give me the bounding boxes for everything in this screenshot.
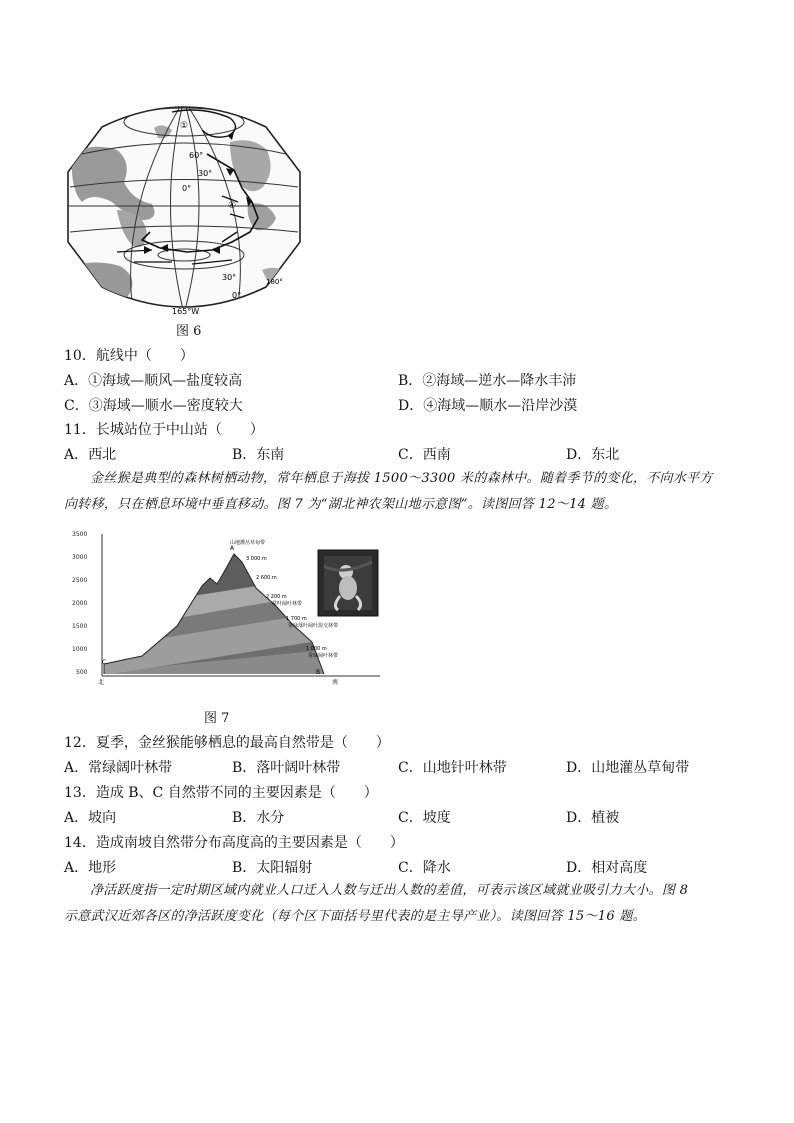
q14-option-c[interactable]: C．降水 bbox=[398, 860, 451, 876]
y-axis-ticks bbox=[72, 531, 88, 676]
q14-option-a[interactable]: A．地形 bbox=[64, 860, 117, 876]
lon-180-label: 180° bbox=[266, 278, 283, 286]
lon-165w-label: 165°W bbox=[172, 307, 200, 316]
zone-2-label: 常叶阔叶林带 bbox=[272, 601, 303, 607]
passage-1-line-2: 向转移，只在栖息环境中垂直移动。图 7 为“湖北神农架山地示意图”。读图回答 12～14 题。 bbox=[64, 497, 618, 512]
q10-option-b[interactable]: B．②海域—逆水—降水丰沛 bbox=[398, 373, 577, 389]
q13-option-c[interactable]: C．坡度 bbox=[398, 810, 451, 826]
figure-6-map bbox=[62, 92, 306, 318]
mountain-profile-graphic bbox=[62, 526, 386, 686]
q11-option-b[interactable]: B．东南 bbox=[232, 447, 285, 463]
golden-monkey-photo bbox=[318, 550, 378, 616]
alt-3000-label: 3 000 m bbox=[246, 556, 267, 562]
q14-option-d[interactable]: D．相对高度 bbox=[566, 860, 648, 876]
marker-1-label: ① bbox=[180, 121, 189, 131]
q12-option-b[interactable]: B．落叶阔叶林带 bbox=[232, 760, 341, 776]
y-tick-2500: 2500 bbox=[72, 577, 88, 584]
y-tick-2000: 2000 bbox=[72, 600, 88, 607]
q11-option-a[interactable]: A．西北 bbox=[64, 447, 117, 463]
q10-option-d[interactable]: D．④海域—顺水—沿岸沙漠 bbox=[398, 398, 578, 414]
q14-option-b[interactable]: B．太阳辐射 bbox=[232, 860, 313, 876]
q13-option-a[interactable]: A．坡向 bbox=[64, 810, 117, 826]
alt-1000-label: 1 000 m bbox=[306, 646, 327, 652]
passage-2-line-1: 净活跃度指一定时期区域内就业人口迁入人数与迁出人数的差值，可表示该区域就业吸引力大小。图 8 bbox=[90, 883, 689, 898]
x-left-label: 北 bbox=[98, 679, 105, 686]
lat-60-label: 60° bbox=[189, 151, 204, 160]
alt-1700-label: 1 700 m bbox=[286, 616, 307, 622]
lat-30-label: 30° bbox=[198, 169, 213, 178]
equator-label: 0° bbox=[182, 184, 192, 193]
y-tick-500: 500 bbox=[76, 669, 88, 676]
figure-7-mountain-chart bbox=[62, 526, 386, 686]
q13-stem: 13．造成 B、C 自然带不同的主要因素是（ ） bbox=[64, 785, 378, 801]
lon-0-label: 0° bbox=[232, 291, 242, 300]
zone-4-label: 常绿阔叶林带 bbox=[308, 653, 339, 659]
point-a-label: A bbox=[230, 545, 235, 552]
q11-option-c[interactable]: C．西南 bbox=[398, 447, 451, 463]
y-tick-3500: 3500 bbox=[72, 531, 88, 538]
y-tick-1500: 1500 bbox=[72, 623, 88, 630]
passage-1-line-1: 金丝猴是典型的森林树栖动物，常年栖息于海拔 1500～3300 米的森林中。随着季节的变化，不向水平方 bbox=[90, 471, 713, 486]
y-tick-3000: 3000 bbox=[72, 554, 88, 561]
q10-option-c[interactable]: C．③海域—顺水—密度较大 bbox=[64, 398, 243, 414]
q12-option-a[interactable]: A．常绿阔叶林带 bbox=[64, 760, 173, 776]
globe-map-graphic bbox=[62, 92, 306, 318]
passage-2-line-2: 示意武汉近郊各区的净活跃度变化（每个区下面括号里代表的是主导产业）。读图回答 15～16 题。 bbox=[64, 909, 646, 924]
q11-option-d[interactable]: D．东北 bbox=[566, 447, 620, 463]
point-b-label: B bbox=[316, 669, 321, 676]
figure-7-caption: 图 7 bbox=[204, 711, 230, 726]
q13-option-d[interactable]: D．植被 bbox=[566, 810, 620, 826]
zone-3-label: 常绿落叶阔叶混交林带 bbox=[288, 623, 339, 629]
marker-4-label: ④ bbox=[228, 201, 237, 211]
q10-option-a[interactable]: A．①海域—顺风—盐度较高 bbox=[64, 373, 243, 389]
alt-2200-label: 2 200 m bbox=[266, 594, 287, 600]
q10-stem: 10．航线中（ ） bbox=[64, 348, 194, 364]
q12-option-d[interactable]: D．山地灌丛草甸带 bbox=[566, 760, 690, 776]
q12-option-c[interactable]: C．山地针叶林带 bbox=[398, 760, 507, 776]
q14-stem: 14．造成南坡自然带分布高度高的主要因素是（ ） bbox=[64, 835, 404, 851]
alt-2600-label: 2 600 m bbox=[256, 575, 277, 581]
lat-s30-label: 30° bbox=[222, 273, 237, 282]
x-right-label: 南 bbox=[332, 679, 339, 686]
q11-stem: 11．长城站位于中山站（ ） bbox=[64, 422, 264, 438]
q12-stem: 12．夏季，金丝猴能够栖息的最高自然带是（ ） bbox=[64, 735, 390, 751]
q13-option-b[interactable]: B．水分 bbox=[232, 810, 285, 826]
y-tick-1000: 1000 bbox=[72, 646, 88, 653]
zone-1-label: 山地灌丛草甸带 bbox=[230, 540, 266, 546]
figure-6-caption: 图 6 bbox=[176, 324, 202, 339]
point-c-label: C bbox=[102, 659, 107, 666]
